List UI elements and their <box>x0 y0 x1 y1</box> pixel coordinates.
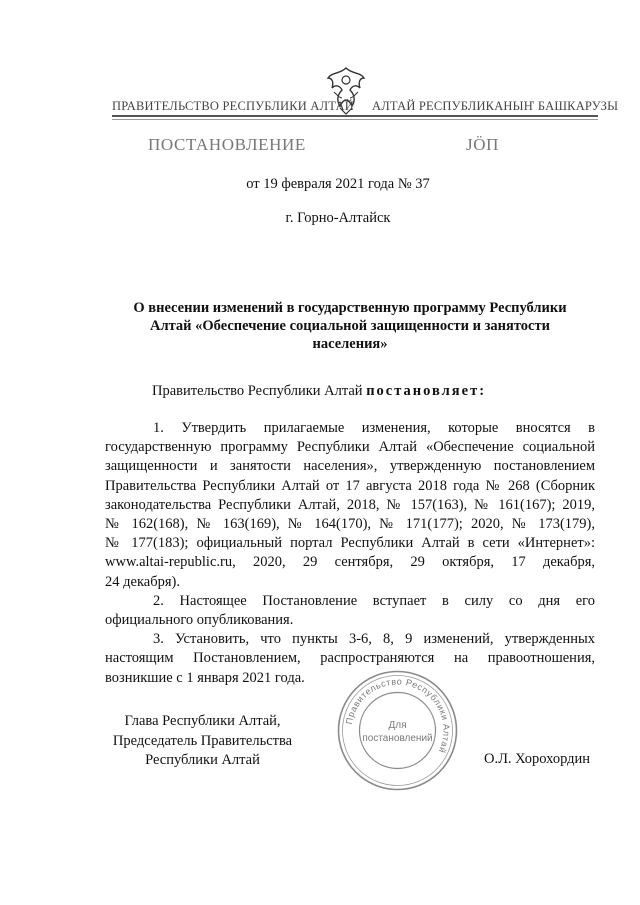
intro-subject: Правительство Республики Алтай <box>152 383 363 399</box>
title-line: Алтай «Обеспечение социальной защищенности и занятости <box>150 318 550 334</box>
position-line: Глава Республики Алтай, <box>124 713 281 729</box>
paragraph-2-line: 2. Настоящее Постановление вступает в силу со дня его <box>153 592 595 609</box>
position-line: Республики Алтай <box>145 752 260 768</box>
position-line: Председатель Правительства <box>112 732 293 749</box>
paragraph-1-line: Правительства Республики Алтай от 17 августа 2018 года № 268 (Сборник <box>105 477 595 494</box>
paragraph-1-line: законодательства Республики Алтай, 2018, № 157(163), № 161(167); 2019, <box>105 496 595 513</box>
paragraph-2-line: официального опубликования. <box>105 612 294 629</box>
paragraph-1-line: № 177(183); официальный портал Республики Алтай в сети «Интернет»: <box>105 535 595 552</box>
paragraph-1-line: защищенности и занятости населения», утвержденную постановлением <box>105 458 595 475</box>
paragraph-1-line: 24 декабря). <box>105 573 180 590</box>
document-title <box>105 299 595 353</box>
header-government-name-ru: ПРАВИТЕЛЬСТВО РЕСПУБЛИКИ АЛТАЙ <box>112 99 354 113</box>
header-divider <box>112 115 598 117</box>
title-line: населения» <box>312 336 388 352</box>
doc-type-alt: ЈӦП <box>466 135 499 154</box>
document-date-number: от 19 февраля 2021 года № 37 <box>246 176 430 192</box>
doc-type-ru: ПОСТАНОВЛЕНИЕ <box>148 135 306 154</box>
paragraph-3-line: настоящим Постановлением, распространяются на правоотношения, <box>105 650 595 667</box>
intro-verb: постановляет: <box>366 383 487 399</box>
paragraph-1-line: № 162(168), № 163(169), № 164(170), № 171(177); 2020, № 173(179), <box>105 516 595 533</box>
paragraph-1-line: 1. Утвердить прилагаемые изменения, которые вносятся в <box>153 420 595 436</box>
official-stamp <box>335 668 460 793</box>
stamp-ring-text: Правительство Республики Алтай <box>343 676 452 755</box>
title-line: О внесении изменений в государственную программу Республики <box>133 300 567 316</box>
signatory-name: О.Л. Хорохордин <box>484 751 591 767</box>
paragraph-3-line: 3. Установить, что пункты 3-6, 8, 9 изменений, утвержденных <box>153 631 595 648</box>
document-body <box>105 419 595 688</box>
stamp-center-line: Для <box>388 720 407 731</box>
header-government-name-alt: АЛТАЙ РЕСПУБЛИКАНЫҤ БАШКАРУЗЫ <box>372 99 619 113</box>
document-city: г. Горно-Алтайск <box>285 210 391 226</box>
header-divider-thin <box>112 119 598 120</box>
stamp-center-line: постановлений <box>362 733 433 744</box>
paragraph-3-line: возникшие с 1 января 2021 года. <box>105 669 305 686</box>
resolution-intro <box>152 383 486 400</box>
paragraph-1-line: www.altai-republic.ru, 2020, 29 сентября, 29 октября, 17 декабря, <box>105 554 595 571</box>
signatory-position <box>105 712 300 771</box>
paragraph-1-line: государственную программу Республики Алтай «Обеспечение социальной <box>105 439 595 456</box>
